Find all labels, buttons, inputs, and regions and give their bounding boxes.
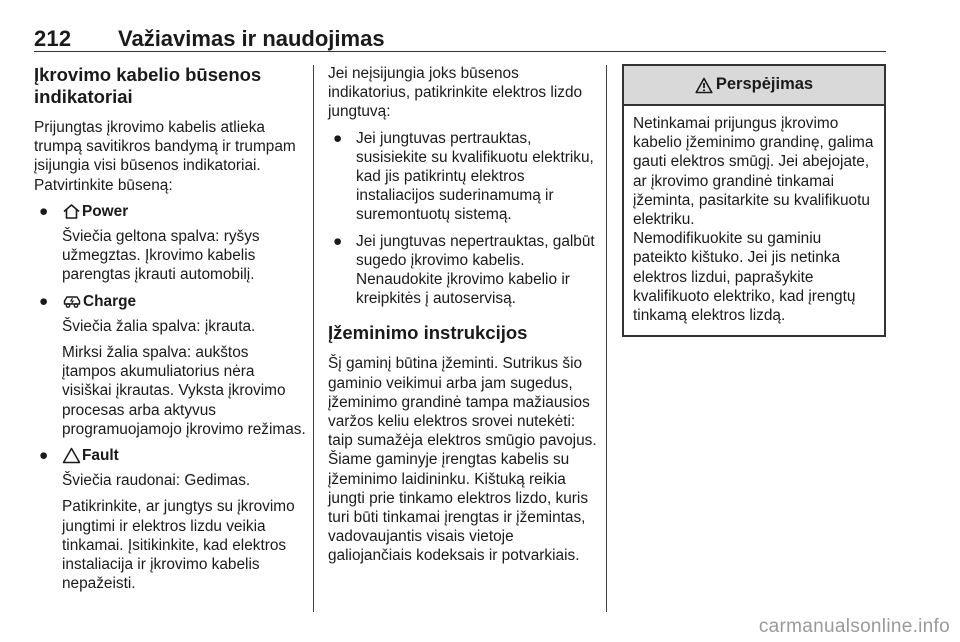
list-item xyxy=(328,232,598,309)
warning-triangle-icon xyxy=(62,447,81,464)
list-item xyxy=(328,129,598,225)
bullet-dot: ● xyxy=(333,129,343,147)
indicator-label-fault: Fault xyxy=(82,447,119,465)
bullet-dot: ● xyxy=(39,447,49,465)
warning-title: Perspėjimas xyxy=(715,75,814,94)
section-heading-indicators: Įkrovimo kabelio būsenos indikatoriai xyxy=(34,64,262,107)
indicator-desc: Mirksi žalia spalva: aukštos įtampos akumuliatorius nėra visiškai įkrautas. Vyksta įkrovimo procesas arba aktyvus programuojamojo įkrovimo režimas. xyxy=(62,344,306,438)
indicator-desc: Šviečia žalia spalva: įkrauta. xyxy=(62,317,256,335)
chapter-title: Važiavimas ir naudojimas xyxy=(118,26,385,51)
indicator-fault xyxy=(34,446,306,593)
grounding-paragraph: Šį gaminį būtina įžeminti. Sutrikus šio gaminio veikimui arba jam sugedus, įžeminimo grandinė tampa mažiausios varžos keliu elektros srovei nutekėti: taip sumažėja elektros smūgio pavojus. Šiame gaminyje įrengtas kabelis su įžeminimo laidininku. Kištuką reikia jungti prie tinkamo elektros lizdo, kuris turi būti tinkamai įrengtas ir įžemintas, vadovaujantis visais vietoje galiojančiais kodeksais ir potvarkiais. xyxy=(328,355,597,565)
car-icon xyxy=(62,293,82,310)
warning-paragraph: Netinkamai prijungus įkrovimo kabelio įžeminimo grandinę, galima gauti elektros smūgį. Jei abejojate, ar įkrovimo grandinė tinkamai įžeminta, pasitarkite su kvalifikuotu elektriku. xyxy=(633,115,874,229)
bullet-dot: ● xyxy=(333,232,343,250)
column-2 xyxy=(328,64,598,573)
list-item-text: Jei jungtuvas pertrauktas, susisiekite su kvalifikuotu elektriku, kad jis patikrintų elektros instaliacijos suderinamumą ir suremontuotų sistemą. xyxy=(356,129,594,224)
intro-paragraph: Prijungtas įkrovimo kabelis atlieka trumpą savitikros bandymą ir trumpam įsijungia visi būsenos indikatoriai. Patvirtinkite būseną: xyxy=(34,119,296,194)
list-item-text: Jei jungtuvas nepertrauktas, galbūt sugedo įkrovimo kabelis. Nenaudokite įkrovimo kabelio ir kreipkitės į autoservisą. xyxy=(356,232,595,308)
indicator-desc: Patikrinkite, ar jungtys su įkrovimo jungtimi ir elektros lizdu veikia tinkamai. Įsitikinkite, kad elektros instaliacija ir įkrovimo kabelis nepažeisti. xyxy=(62,498,295,593)
section-heading-grounding: Įžeminimo instrukcijos xyxy=(328,322,528,344)
indicator-power xyxy=(34,202,306,285)
indicator-label-power: Power xyxy=(82,202,129,220)
warning-body xyxy=(624,106,884,335)
house-icon xyxy=(62,203,81,220)
page-header xyxy=(34,26,886,52)
warning-header xyxy=(624,66,884,106)
indicator-desc: Šviečia geltona spalva: ryšys užmegztas. Įkrovimo kabelis parengtas įkrauti automobilį. xyxy=(62,228,260,284)
intro-paragraph: Jei neįsijungia joks būsenos indikatorius, patikrinkite elektros lizdo jungtuvą: xyxy=(328,65,583,121)
bullet-dot: ● xyxy=(39,202,49,220)
column-1 xyxy=(34,64,306,600)
warning-box xyxy=(622,64,886,337)
column-3 xyxy=(622,64,886,337)
page-number: 212 xyxy=(34,26,72,51)
warning-icon xyxy=(695,77,713,94)
column-divider-1 xyxy=(313,65,314,612)
header-divider xyxy=(34,51,886,52)
bullet-dot: ● xyxy=(39,292,49,310)
watermark: carmanualsonline.info xyxy=(758,616,950,637)
warning-paragraph: Nemodifikuokite su gaminiu pateikto kištuko. Jei jis netinka elektros lizdui, paprašykite kvalifikuoto elektriko, kad įrengtų tinkamą elektros lizdą. xyxy=(633,230,856,325)
indicator-charge xyxy=(34,292,306,439)
indicator-desc: Šviečia raudonai: Gedimas. xyxy=(62,472,251,490)
column-divider-2 xyxy=(606,65,607,612)
indicator-label-charge: Charge xyxy=(83,292,137,310)
